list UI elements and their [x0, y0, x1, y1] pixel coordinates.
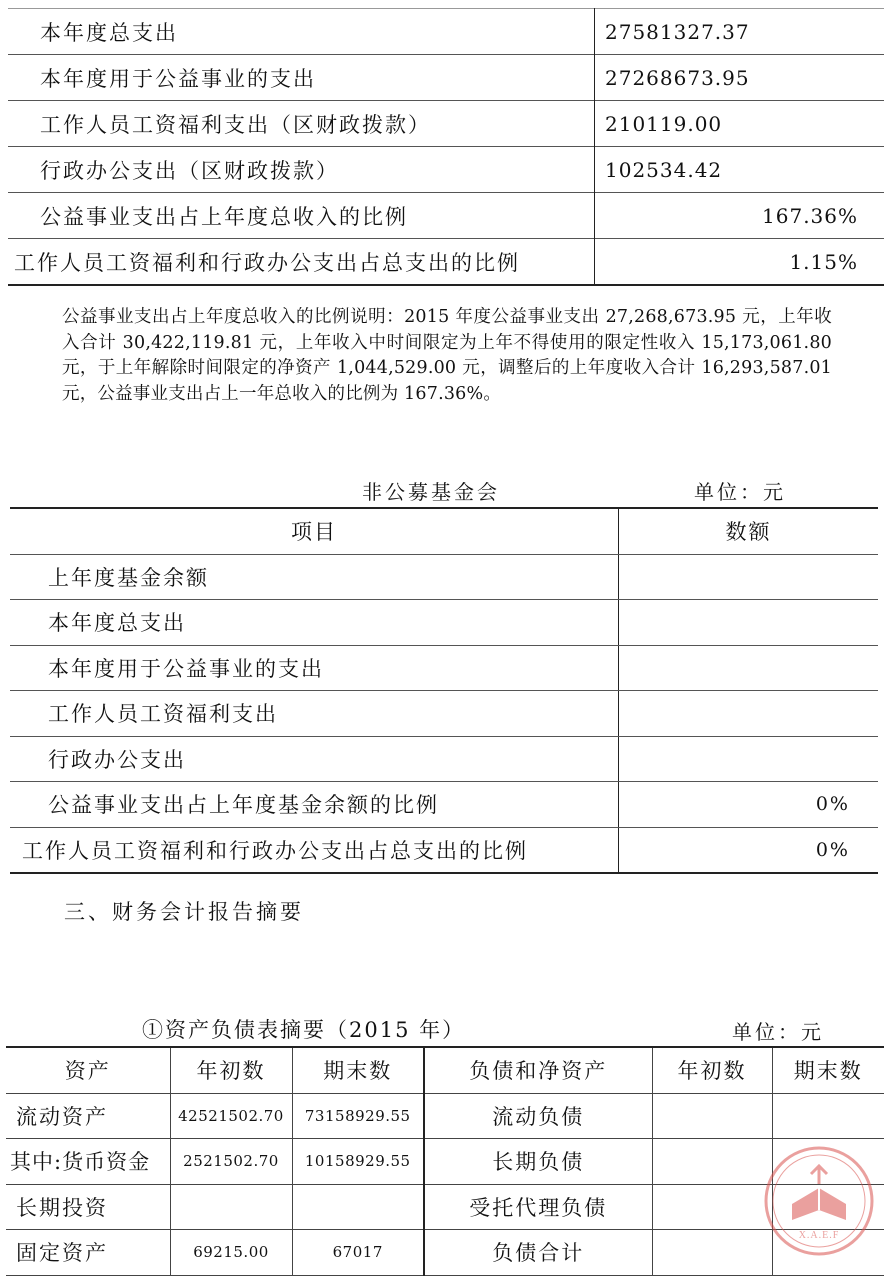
row-label: 本年度总支出 [8, 9, 595, 55]
cell [652, 1139, 772, 1185]
row-value [619, 554, 879, 600]
header-cell: 资产 [6, 1047, 170, 1093]
row-value [619, 600, 879, 646]
row-label: 行政办公支出 [10, 736, 619, 782]
table-row [6, 1230, 884, 1276]
table-row [10, 645, 878, 691]
table-row [8, 55, 884, 101]
cell [292, 1184, 424, 1230]
row-label: 本年度总支出 [10, 600, 619, 646]
stamp-text: X.A.E.F [798, 1230, 840, 1241]
table-row [8, 101, 884, 147]
table2-title: 非公募基金会 [362, 480, 500, 504]
cell: 受托代理负债 [424, 1184, 652, 1230]
cell: 流动资产 [6, 1093, 170, 1139]
table-row [10, 782, 878, 828]
row-value: 27268673.95 [605, 65, 750, 90]
table-row [10, 554, 878, 600]
header-cell: 年初数 [652, 1047, 772, 1093]
row-value: 0% [619, 827, 879, 873]
table-row [10, 600, 878, 646]
table3-title: ①资产负债表摘要（2015 年） [142, 1018, 466, 1042]
row-label: 工作人员工资福利和行政办公支出占总支出的比例 [10, 827, 619, 873]
table-header-row [10, 508, 878, 554]
cell: 长期负债 [424, 1139, 652, 1185]
row-label: 工作人员工资福利和行政办公支出占总支出的比例 [8, 239, 595, 286]
table-row [6, 1184, 884, 1230]
cell: 67017 [292, 1230, 424, 1276]
table-row [10, 736, 878, 782]
table-row [6, 1093, 884, 1139]
table-row [8, 193, 884, 239]
row-value [619, 645, 879, 691]
row-label: 本年度用于公益事业的支出 [10, 645, 619, 691]
table3-unit: 单位：元 [732, 1020, 824, 1044]
cell: 固定资产 [6, 1230, 170, 1276]
ratio-explanation-paragraph: 公益事业支出占上年度总收入的比例说明：2015 年度公益事业支出 27,268,673.95 元，上年收入合计 30,422,119.81 元，上年收入中时间限定为上年不得使用的限定性收入 15,173,061.80 元，于上年解除时间限定的净资产 1,044,529.00 元，调整后的上年度收入合计 16,293,587.01 元，公益事业支出占上一年总收入的比例为 167.36%。 [62, 307, 832, 404]
row-label: 行政办公支出（区财政拨款） [8, 147, 595, 193]
cell [652, 1184, 772, 1230]
row-label: 工作人员工资福利支出 [10, 691, 619, 737]
cell [772, 1093, 884, 1139]
cell [652, 1230, 772, 1276]
cell [170, 1184, 292, 1230]
cell: 10158929.55 [292, 1139, 424, 1185]
header-amount: 数额 [619, 508, 879, 554]
cell: 69215.00 [170, 1230, 292, 1276]
row-value: 1.15% [789, 249, 858, 274]
expenditure-summary-table [8, 8, 884, 286]
header-item: 项目 [10, 508, 619, 554]
table-row [10, 691, 878, 737]
header-cell: 年初数 [170, 1047, 292, 1093]
table2-unit: 单位：元 [694, 480, 786, 504]
cell: 长期投资 [6, 1184, 170, 1230]
row-value [619, 691, 879, 737]
row-value: 167.36% [762, 203, 858, 228]
cell: 42521502.70 [170, 1093, 292, 1139]
table-row [10, 827, 878, 873]
row-label: 本年度用于公益事业的支出 [8, 55, 595, 101]
table-header-row [6, 1047, 884, 1093]
cell: 负债合计 [424, 1230, 652, 1276]
row-label: 上年度基金余额 [10, 554, 619, 600]
row-value: 27581327.37 [605, 19, 750, 44]
table-row [8, 239, 884, 286]
row-value: 102534.42 [605, 157, 723, 182]
cell: 其中:货币资金 [6, 1139, 170, 1185]
row-value: 0% [619, 782, 879, 828]
cell: 73158929.55 [292, 1093, 424, 1139]
header-cell: 负债和净资产 [424, 1047, 652, 1093]
cell [652, 1093, 772, 1139]
table-row [6, 1139, 884, 1185]
cell: 2521502.70 [170, 1139, 292, 1185]
table-row [8, 9, 884, 55]
balance-sheet-table [6, 1046, 884, 1276]
row-value: 210119.00 [605, 111, 723, 136]
row-label: 公益事业支出占上年度总收入的比例 [8, 193, 595, 239]
section-heading: 三、财务会计报告摘要 [64, 900, 304, 924]
row-label: 工作人员工资福利支出（区财政拨款） [8, 101, 595, 147]
row-label: 公益事业支出占上年度基金余额的比例 [10, 782, 619, 828]
row-value [619, 736, 879, 782]
foundation-stamp-logo [762, 1144, 876, 1258]
table-row [8, 147, 884, 193]
header-cell: 期末数 [292, 1047, 424, 1093]
non-public-foundation-table [10, 507, 878, 874]
cell: 流动负债 [424, 1093, 652, 1139]
header-cell: 期末数 [772, 1047, 884, 1093]
